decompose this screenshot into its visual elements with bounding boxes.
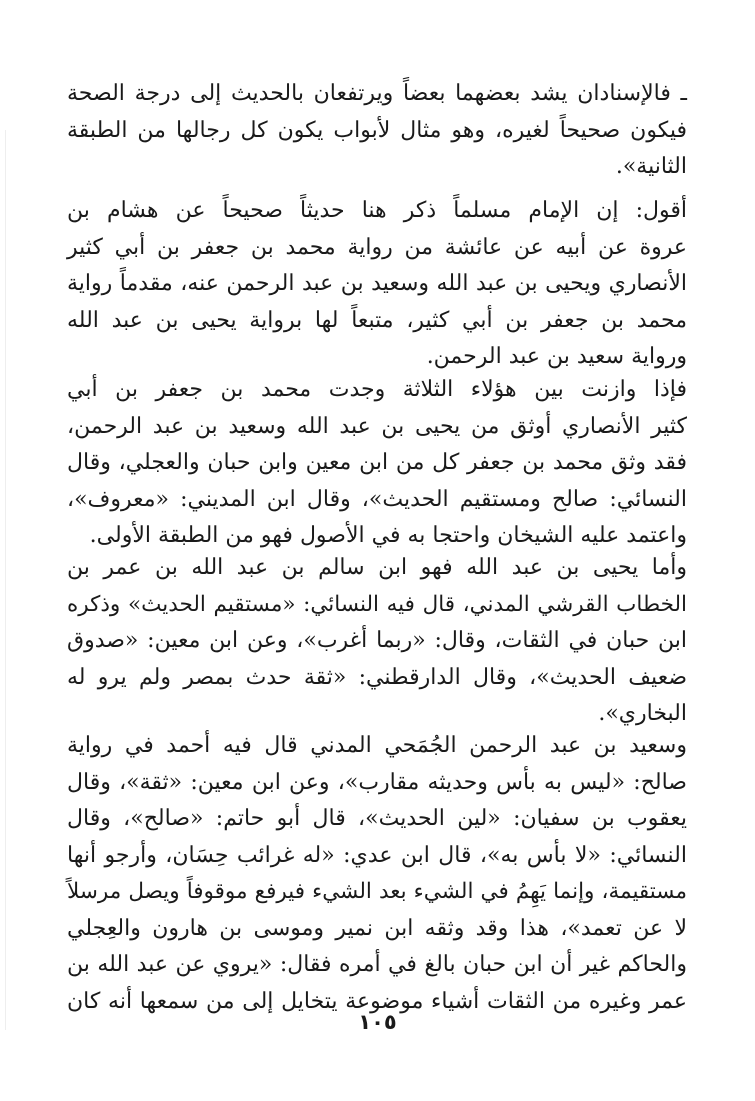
text-line: ابن حبان في الثقات، وقال: «ربما أغرب»، وعن ابن معين: «صدوق bbox=[67, 628, 687, 653]
paragraph bbox=[67, 550, 687, 733]
paragraph bbox=[67, 728, 687, 1020]
text-line: مستقيمة، وإنما يَهِمُ في الشيء بعد الشيء فيرفع موقوفاً ويصل مرسلاً bbox=[67, 879, 687, 904]
text-line: ـ فالإسنادان يشد بعضهما بعضاً ويرتفعان بالحديث إلى درجة الصحة bbox=[67, 81, 687, 106]
text-line: ضعيف الحديث»، وقال الدارقطني: «ثقة حدث بمصر ولم يرو له bbox=[67, 664, 687, 690]
text-line: ورواية سعيد بن عبد الرحمن. bbox=[426, 344, 687, 369]
text-line: أقول: إن الإمام مسلماً ذكر هنا حديثاً صحيحاً عن هشام بن bbox=[67, 198, 687, 223]
paragraph bbox=[67, 76, 687, 186]
text-line: صالح: «ليس به بأس وحديثه مقارب»، وعن ابن معين: «ثقة»، وقال bbox=[67, 769, 687, 795]
text-line: عمر وغيره من الثقات أشياء موضوعة يتخايل إلى من سمعها أنه كان bbox=[67, 988, 687, 1014]
text-line: والحاكم غير أن ابن حبان بالغ في أمره فقال: «يروي عن عبد الله بن bbox=[67, 952, 687, 977]
text-line: فقد وثق محمد بن جعفر كل من ابن معين وابن حبان والعجلي، وقال bbox=[67, 450, 687, 475]
text-line: الخطاب القرشي المدني، قال فيه النسائي: «مستقيم الحديث» وذكره bbox=[67, 591, 687, 617]
paragraph bbox=[67, 372, 687, 555]
text-line: لا عن تعمد»، هذا وقد وثقه ابن نمير وموسى بن هارون والعِجلي bbox=[67, 915, 687, 941]
text-line: الأنصاري ويحيى بن عبد الله وسعيد بن عبد الرحمن عنه، مقدماً رواية bbox=[67, 271, 688, 296]
text-line: كثير الأنصاري أوثق من يحيى بن عبد الله وسعيد بن عبد الرحمن، bbox=[67, 413, 687, 439]
text-line: النسائي: صالح ومستقيم الحديث»، وقال ابن المديني: «معروف»، bbox=[67, 486, 687, 512]
text-line: فإذا وازنت بين هؤلاء الثلاثة وجدت محمد بن جعفر بن أبي bbox=[67, 377, 687, 402]
page-number: ١٠٥ bbox=[358, 1010, 397, 1034]
text-line: فيكون صحيحاً لغيره، وهو مثال لأبواب يكون كل رجالها من الطبقة bbox=[67, 117, 687, 143]
text-line: يعقوب بن سفيان: «لين الحديث»، قال أبو حاتم: «صالح»، وقال bbox=[67, 806, 687, 831]
text-line: الثانية». bbox=[615, 154, 687, 179]
text-line: واعتمد عليه الشيخان واحتجا به في الأصول فهو من الطبقة الأولى. bbox=[89, 523, 687, 548]
text-line: وسعيد بن عبد الرحمن الجُمَحي المدني قال فيه أحمد في رواية bbox=[67, 733, 687, 758]
binding-edge bbox=[5, 130, 6, 1030]
text-line: البخاري». bbox=[598, 701, 687, 726]
text-line: محمد بن جعفر بن أبي كثير، متبعاً لها برواية يحيى بن عبد الله bbox=[67, 307, 687, 333]
text-line: وأما يحيى بن عبد الله فهو ابن سالم بن عبد الله بن عمر بن bbox=[67, 555, 687, 580]
paragraph bbox=[67, 193, 687, 376]
text-line: النسائي: «لا بأس به»، قال ابن عدي: «له غرائب حِسَان، وأرجو أنها bbox=[67, 842, 687, 868]
text-line: عروة عن أبيه عن عائشة من رواية محمد بن جعفر بن أبي كثير bbox=[67, 234, 687, 260]
